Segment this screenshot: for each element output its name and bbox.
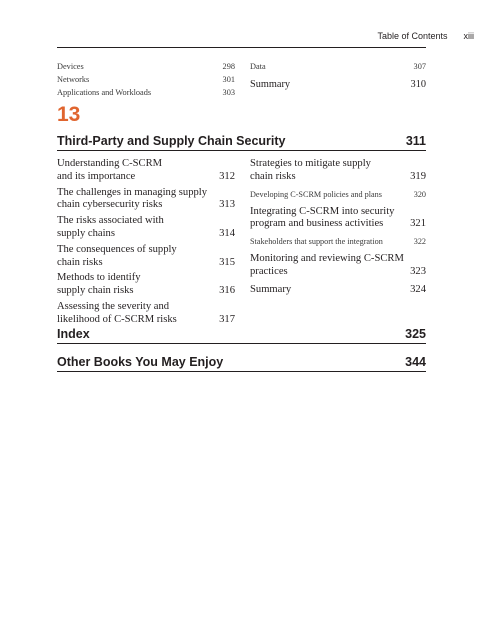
- section-title: The challenges in managing supply chain cybersecurity risks: [57, 186, 208, 211]
- index-title: Index: [57, 327, 90, 341]
- section-page: 323: [410, 265, 426, 277]
- other-books-title: Other Books You May Enjoy: [57, 355, 224, 369]
- section-title: Understanding C-SCRM and its importance: [57, 158, 163, 182]
- toc-subsection[interactable]: [250, 189, 426, 200]
- entry-page: 303: [222, 88, 235, 97]
- running-head-page: xiii: [463, 31, 474, 41]
- subsection-title: Developing C-SCRM policies and plans: [250, 189, 382, 199]
- other-books-row[interactable]: [57, 355, 426, 372]
- running-head: [377, 31, 474, 41]
- entry-title: Applications and Workloads: [57, 88, 152, 97]
- section-page: 319: [410, 170, 426, 182]
- section-page: 312: [219, 170, 235, 182]
- section-title: The consequences of supply chain risks: [57, 243, 177, 268]
- toc-entry-data[interactable]: [250, 62, 426, 71]
- section-title: Integrating C-SCRM into security program and business activities: [250, 205, 395, 230]
- chapter-page: 311: [405, 134, 426, 148]
- entry-title: Summary: [250, 79, 291, 90]
- toc-section[interactable]: [250, 158, 426, 184]
- entry-page: 307: [413, 62, 426, 71]
- index-row[interactable]: [57, 327, 426, 344]
- subsection-page: 322: [413, 237, 426, 247]
- header-rule: [57, 47, 426, 48]
- toc-entry-applications-workloads[interactable]: [57, 88, 235, 97]
- other-books-page: 344: [405, 355, 426, 369]
- entry-page: 298: [222, 62, 235, 71]
- toc-section[interactable]: [57, 187, 235, 213]
- chapter-left-column: [57, 158, 235, 327]
- toc-entry-networks[interactable]: [57, 75, 235, 84]
- toc-section[interactable]: [250, 206, 426, 232]
- section-title: Methods to identify supply chain risks: [57, 272, 141, 297]
- section-page: 314: [219, 227, 235, 239]
- section-page: 321: [410, 218, 426, 230]
- section-page: 313: [219, 199, 235, 211]
- subsection-page: 320: [413, 189, 426, 199]
- entry-page: 301: [222, 75, 235, 84]
- section-title: The risks associated with supply chains: [57, 215, 164, 239]
- chapter-title: Third-Party and Supply Chain Security: [57, 134, 286, 148]
- entry-title: Devices: [57, 62, 84, 71]
- chapter-title-row[interactable]: [57, 134, 426, 151]
- section-page: 317: [219, 313, 235, 325]
- toc-section[interactable]: [57, 272, 235, 298]
- toc-section[interactable]: [57, 244, 235, 270]
- subsection-title: Stakeholders that support the integration: [250, 237, 383, 247]
- toc-section[interactable]: [250, 253, 426, 279]
- toc-entry-devices[interactable]: [57, 62, 235, 71]
- section-title: Monitoring and reviewing C-SCRM practices: [250, 253, 404, 277]
- chapter-right-column: [250, 158, 426, 297]
- section-page: 316: [219, 285, 235, 297]
- toc-subsection[interactable]: [250, 236, 426, 247]
- section-page: 315: [219, 256, 235, 268]
- toc-section[interactable]: [57, 158, 235, 184]
- index-page: 325: [405, 327, 426, 341]
- section-title: Summary: [250, 283, 292, 295]
- entry-title: Data: [250, 62, 266, 71]
- toc-section[interactable]: [57, 215, 235, 241]
- section-page: 324: [410, 283, 426, 295]
- chapter-number: 13: [57, 103, 81, 126]
- section-title: Assessing the severity and likelihood of C-SCRM risks: [57, 300, 177, 325]
- running-head-title: Table of Contents: [377, 31, 448, 41]
- entry-page: 310: [410, 79, 426, 90]
- toc-entry-summary-prev[interactable]: [250, 79, 426, 90]
- toc-section[interactable]: [250, 284, 426, 297]
- entry-title: Networks: [57, 75, 90, 84]
- toc-section[interactable]: [57, 301, 235, 327]
- section-title: Strategies to mitigate supply chain risks: [250, 158, 371, 182]
